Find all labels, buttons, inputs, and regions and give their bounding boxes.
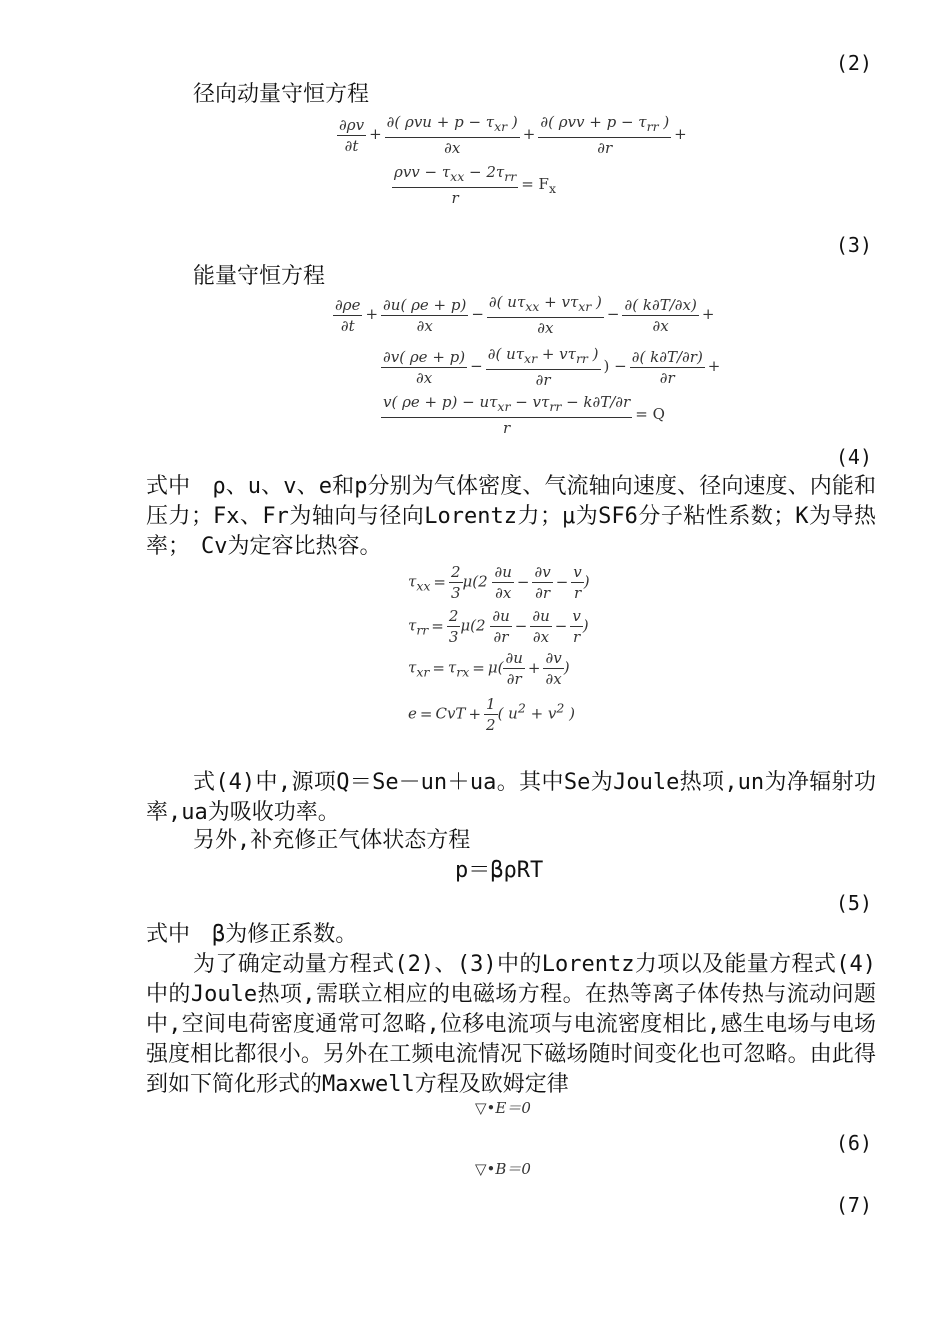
beta-paragraph: 式中 β为修正系数。 [146,922,358,947]
source-term-paragraph: 式(4)中,源项Q＝Se－un＋ua。其中Se为Joule热项,un为净辐射功率,ua为吸收功率。 [146,770,876,825]
energy-equation-line2: $\frac{\partial v( \rho e + p)}{\partial x}$ − $\frac{\partial( u\tau_{xr} + v\tau_{rr} )}{\partial r}$ ) − $\frac{\partial( k\partial T/\partial r)}{\partial r}$ + [383,345,721,389]
equation-number-3: (3) [835,233,872,257]
maxwell-paragraph: 为了确定动量方程式(2)、(3)中的Lorentz力项以及能量方程式(4)中的Joule热项,需联立相应的电磁场方程。在热等离子体传热与流动问题中,空间电荷密度通常可忽略,位移电流项与电流密度相比,感生电场与电场强度相比都很小。另外在工频电流情况下磁场随时间变化也可忽略。由此得到如下简化形式的Maxwell方程及欧姆定律 [146,952,876,1097]
energy-equation-line1: $\frac{\partial\rho e}{\partial t}$ + $\frac{\partial u( \rho e + p)}{\partial x}$ − $\frac{\partial( u\tau_{xx} + v\tau_{xr} )}{\partial x}$ − $\frac{\partial( k\partial T/\partial x)}{\partial x}$ + [335,293,715,337]
radial-momentum-equation-line2: $\frac{\rho vv - \tau_{xx} - 2\tau_{rr}}{r}$ = $F_x$ [394,163,556,207]
state-equation: p＝βρRT [455,858,544,883]
divergence-b-equation: ▽•B＝0 [475,1160,531,1178]
energy-equation-line3: $\frac{v( \rho e + p) - u\tau_{xr} - v\tau_{rr} - k\partial T/\partial r}{r}$ = Q [383,393,665,437]
equation-number-2: (2) [835,51,872,75]
tau-rr-equation: $\tau_{rr}$ = $\frac{2}{3}$ μ(2 $\frac{\partial u}{\partial r}$ − $\frac{\partial u}{\partial x}$ − $\frac{v}{r}$ ) [408,607,589,646]
internal-energy-equation: e = CvT + $\frac{1}{2}$ ( $u^2 + v^2$ ) [408,695,575,734]
radial-momentum-heading: 径向动量守恒方程 [193,82,370,107]
divergence-e-equation: ▽•E＝0 [475,1099,531,1117]
energy-heading: 能量守恒方程 [193,264,326,289]
radial-momentum-equation-line1: $\frac{\partial\rho v}{\partial t}$ + $\frac{\partial( \rho vu + p - \tau_{xr} )}{\partial x}$ + $\frac{\partial( \rho vv + p - \tau_{rr} )}{\partial r}$ + [339,113,687,157]
equation-number-4: (4) [835,445,872,469]
tau-xr-equation: $\tau_{xr} = \tau_{rx} = \mu$( $\frac{\partial u}{\partial r}$ + $\frac{\partial v}{\partial x}$ ) [408,649,570,688]
equation-number-5: (5) [835,891,872,915]
equation-number-7: (7) [835,1193,872,1217]
equation-number-6: (6) [835,1131,872,1155]
symbols-paragraph: 式中 ρ、u、v、e和p分别为气体密度、气流轴向速度、径向速度、内能和压力；Fx、Fr为轴向与径向Lorentz力；μ为SF6分子粘性系数；K为导热率； Cv为定容比热容。 [146,474,876,559]
state-equation-intro: 另外,补充修正气体状态方程 [193,828,471,853]
tau-xx-equation: $\tau_{xx}$ = $\frac{2}{3}$ μ(2 $\frac{\partial u}{\partial x}$ − $\frac{\partial v}{\partial r}$ − $\frac{v}{r}$ ) [408,563,590,602]
